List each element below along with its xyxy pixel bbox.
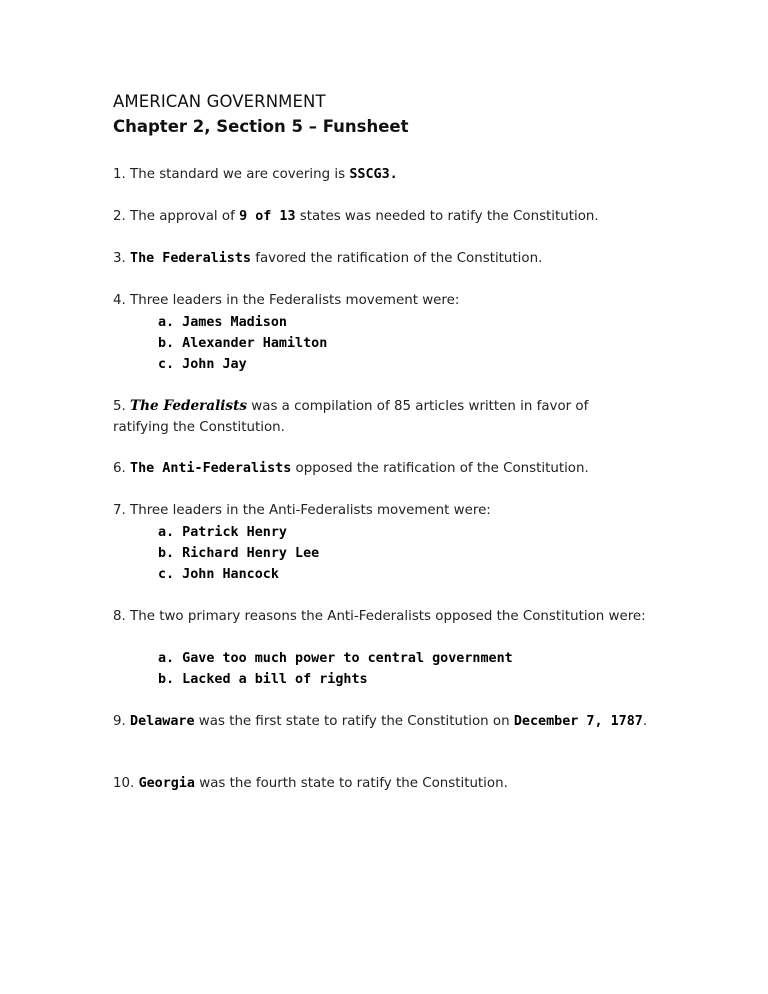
- question-text: was the fourth state to ratify the Constitution.: [195, 776, 508, 791]
- question-3: [113, 248, 542, 269]
- question-text: 5.: [113, 399, 131, 414]
- question-text: was a compilation of 85 articles written in favor of ratifying the Constitution.: [113, 399, 589, 435]
- question-text: favored the ratification of the Constitution.: [250, 251, 543, 266]
- answer-text: Delaware: [130, 714, 195, 729]
- question-text: opposed the ratification of the Constitution.: [291, 461, 589, 476]
- question-8: 8. The two primary reasons the Anti-Federalists opposed the Constitution were:: [113, 609, 646, 624]
- question-1: [113, 164, 398, 185]
- question-4: 4. Three leaders in the Federalists movement were:: [113, 293, 460, 308]
- question-text: 9.: [113, 714, 131, 729]
- answer-text: SSCG3.: [349, 167, 398, 182]
- answer-item: b. Lacked a bill of rights: [158, 672, 368, 687]
- answer-item: c. John Jay: [158, 357, 247, 372]
- question-text: 6.: [113, 461, 131, 476]
- question-2: [113, 206, 599, 227]
- answer-item: c. John Hancock: [158, 567, 279, 582]
- question-text: was the first state to ratify the Constitution on: [194, 714, 514, 729]
- question-6: [113, 458, 589, 479]
- answer-text: The Federalists: [130, 398, 248, 414]
- question-9: [113, 711, 648, 732]
- question-text: .: [642, 714, 648, 729]
- question-text: 10.: [113, 776, 139, 791]
- answer-text: The Federalists: [130, 251, 251, 266]
- answer-text: The Anti-Federalists: [130, 461, 292, 476]
- question-text: states was needed to ratify the Constitution.: [295, 209, 599, 224]
- answer-item: b. Richard Henry Lee: [158, 546, 320, 561]
- answer-item: b. Alexander Hamilton: [158, 336, 328, 351]
- answer-item: a. James Madison: [158, 315, 287, 330]
- question-7: 7. Three leaders in the Anti-Federalists movement were:: [113, 503, 491, 518]
- answer-item: a. Gave too much power to central government: [158, 651, 513, 666]
- answer-item: a. Patrick Henry: [158, 525, 287, 540]
- question-text: 2. The approval of: [113, 209, 240, 224]
- page-title: AMERICAN GOVERNMENT: [113, 92, 326, 111]
- question-text: 3.: [113, 251, 131, 266]
- question-10: [113, 773, 508, 794]
- question-text: 1. The standard we are covering is: [113, 167, 350, 182]
- answer-text: December 7, 1787: [513, 714, 643, 729]
- answer-text: Georgia: [138, 776, 195, 791]
- answer-text: 9 of 13: [239, 209, 296, 224]
- page-subtitle: Chapter 2, Section 5 – Funsheet: [113, 117, 409, 136]
- question-5: [113, 396, 648, 438]
